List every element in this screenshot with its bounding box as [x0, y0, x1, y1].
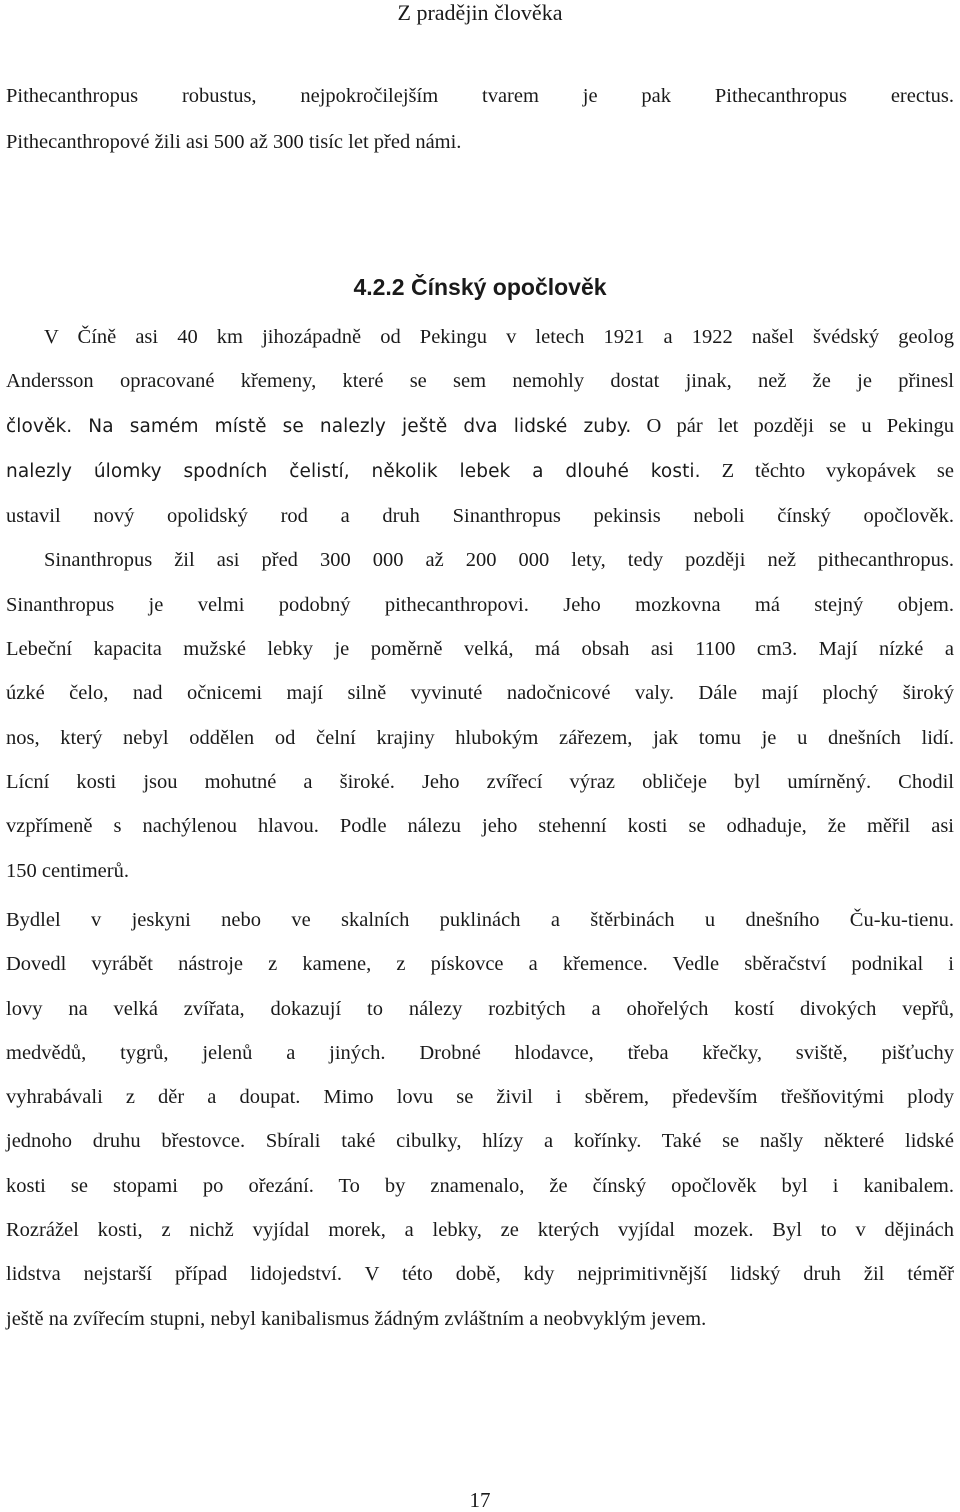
text-line: Dovedl vyrábět nástroje z kamene, z pískovce a křemence. Vedle sběračství podnikal i [6, 953, 954, 976]
text-line: Bydlel v jeskyni nebo ve skalních puklinách a štěrbinách u dnešního Ču-ku-tienu. [6, 909, 954, 931]
text-line: medvědů, tygrů, jelenů a jiných. Drobné hlodavce, třeba křečky, sviště, pišťuchy [6, 1041, 954, 1064]
text-line [6, 404, 954, 449]
text-line: ustavil nový opolidský rod a druh Sinanthropus pekinsis neboli čínský opočlověk. [6, 505, 954, 528]
running-header: Z pradějin člověka [397, 0, 563, 25]
text-line: 150 centimerů. [6, 859, 129, 882]
text-span: nalezly úlomky spodních čelistí, několik lebek a dlouhé kosti. [6, 460, 701, 482]
page-number: 17 [469, 1488, 491, 1512]
paragraph-2 [6, 898, 954, 1341]
text-line: Lebeční kapacita mužské lebky je poměrně velká, má obsah asi 1100 cm3. Mají nízké a [6, 638, 954, 661]
text-line: úzké čelo, nad očnicemi mají silně vyvinuté nadočnicové valy. Dále mají plochý široký [6, 682, 954, 705]
text-line: lidstva nejstarší případ lidojedství. V této době, kdy nejprimitivnější lidský druh žil téměř [6, 1263, 954, 1286]
text-span: O pár let později se u Pekingu [631, 414, 954, 437]
text-span: Z těchto vykopávek se [700, 459, 955, 482]
text-line: Andersson opracované křemeny, které se sem nemohly dostat jinak, než že je přinesl [6, 370, 954, 393]
section-heading: 4.2.2 Čínský opočlověk [353, 274, 607, 300]
text-line: lovy na velká zvířata, dokazují to nálezy rozbitých a ohořelých kostí divokých vepřů, [6, 997, 954, 1020]
text-line: kosti se stopami po ořezání. To by znamenalo, že čínský opočlověk byl i kanibalem. [6, 1174, 954, 1197]
text-span: člověk. [6, 415, 89, 437]
text-line: V Číně asi 40 km jihozápadně od Pekingu v letech 1921 a 1922 našel švédský geolog [44, 326, 954, 348]
text-line: Lícní kosti jsou mohutné a široké. Jeho zvířecí výraz obličeje byl umírněný. Chodil [6, 770, 954, 793]
text-span: Na samém místě se nalezly ještě dva lidské zuby. [88, 415, 632, 437]
text-line: Pithecanthropové žili asi 500 až 300 tisíc let před námi. [6, 131, 462, 153]
text-line: Sinanthropus žil asi před 300 000 až 200 000 lety, tedy později než pithecanthropus. [44, 549, 954, 572]
text-line: jednoho druhu břestovce. Sbírali také cibulky, hlízy a kořínky. Také se našly některé lidské [6, 1130, 954, 1153]
paragraph-1 [6, 315, 954, 893]
text-line [6, 449, 954, 494]
intro-paragraph [6, 73, 954, 165]
text-line: nos, který nebyl oddělen od čelní krajiny hlubokým zářezem, jak tomu je u dnešních lidí. [6, 726, 954, 749]
text-line: vyhrabávali z děr a doupat. Mimo lovu se živil i sběrem, především třešňovitými plody [6, 1086, 954, 1109]
text-line: vzpřímeně s nachýlenou hlavou. Podle nálezu jeho stehenní kosti se odhaduje, že měřil asi [6, 815, 954, 838]
text-line: ještě na zvířecím stupni, nebyl kanibalismus žádným zvláštním a neobvyklým jevem. [6, 1307, 707, 1330]
text-line: Pithecanthropus robustus, nejpokročilejším tvarem je pak Pithecanthropus erectus. [6, 85, 954, 107]
text-line: Rozrážel kosti, z nichž vyjídal morek, a lebky, ze kterých vyjídal mozek. Byl to v dějinách [6, 1219, 954, 1242]
text-line: Sinanthropus je velmi podobný pithecanthropovi. Jeho mozkovna má stejný objem. [6, 593, 954, 616]
